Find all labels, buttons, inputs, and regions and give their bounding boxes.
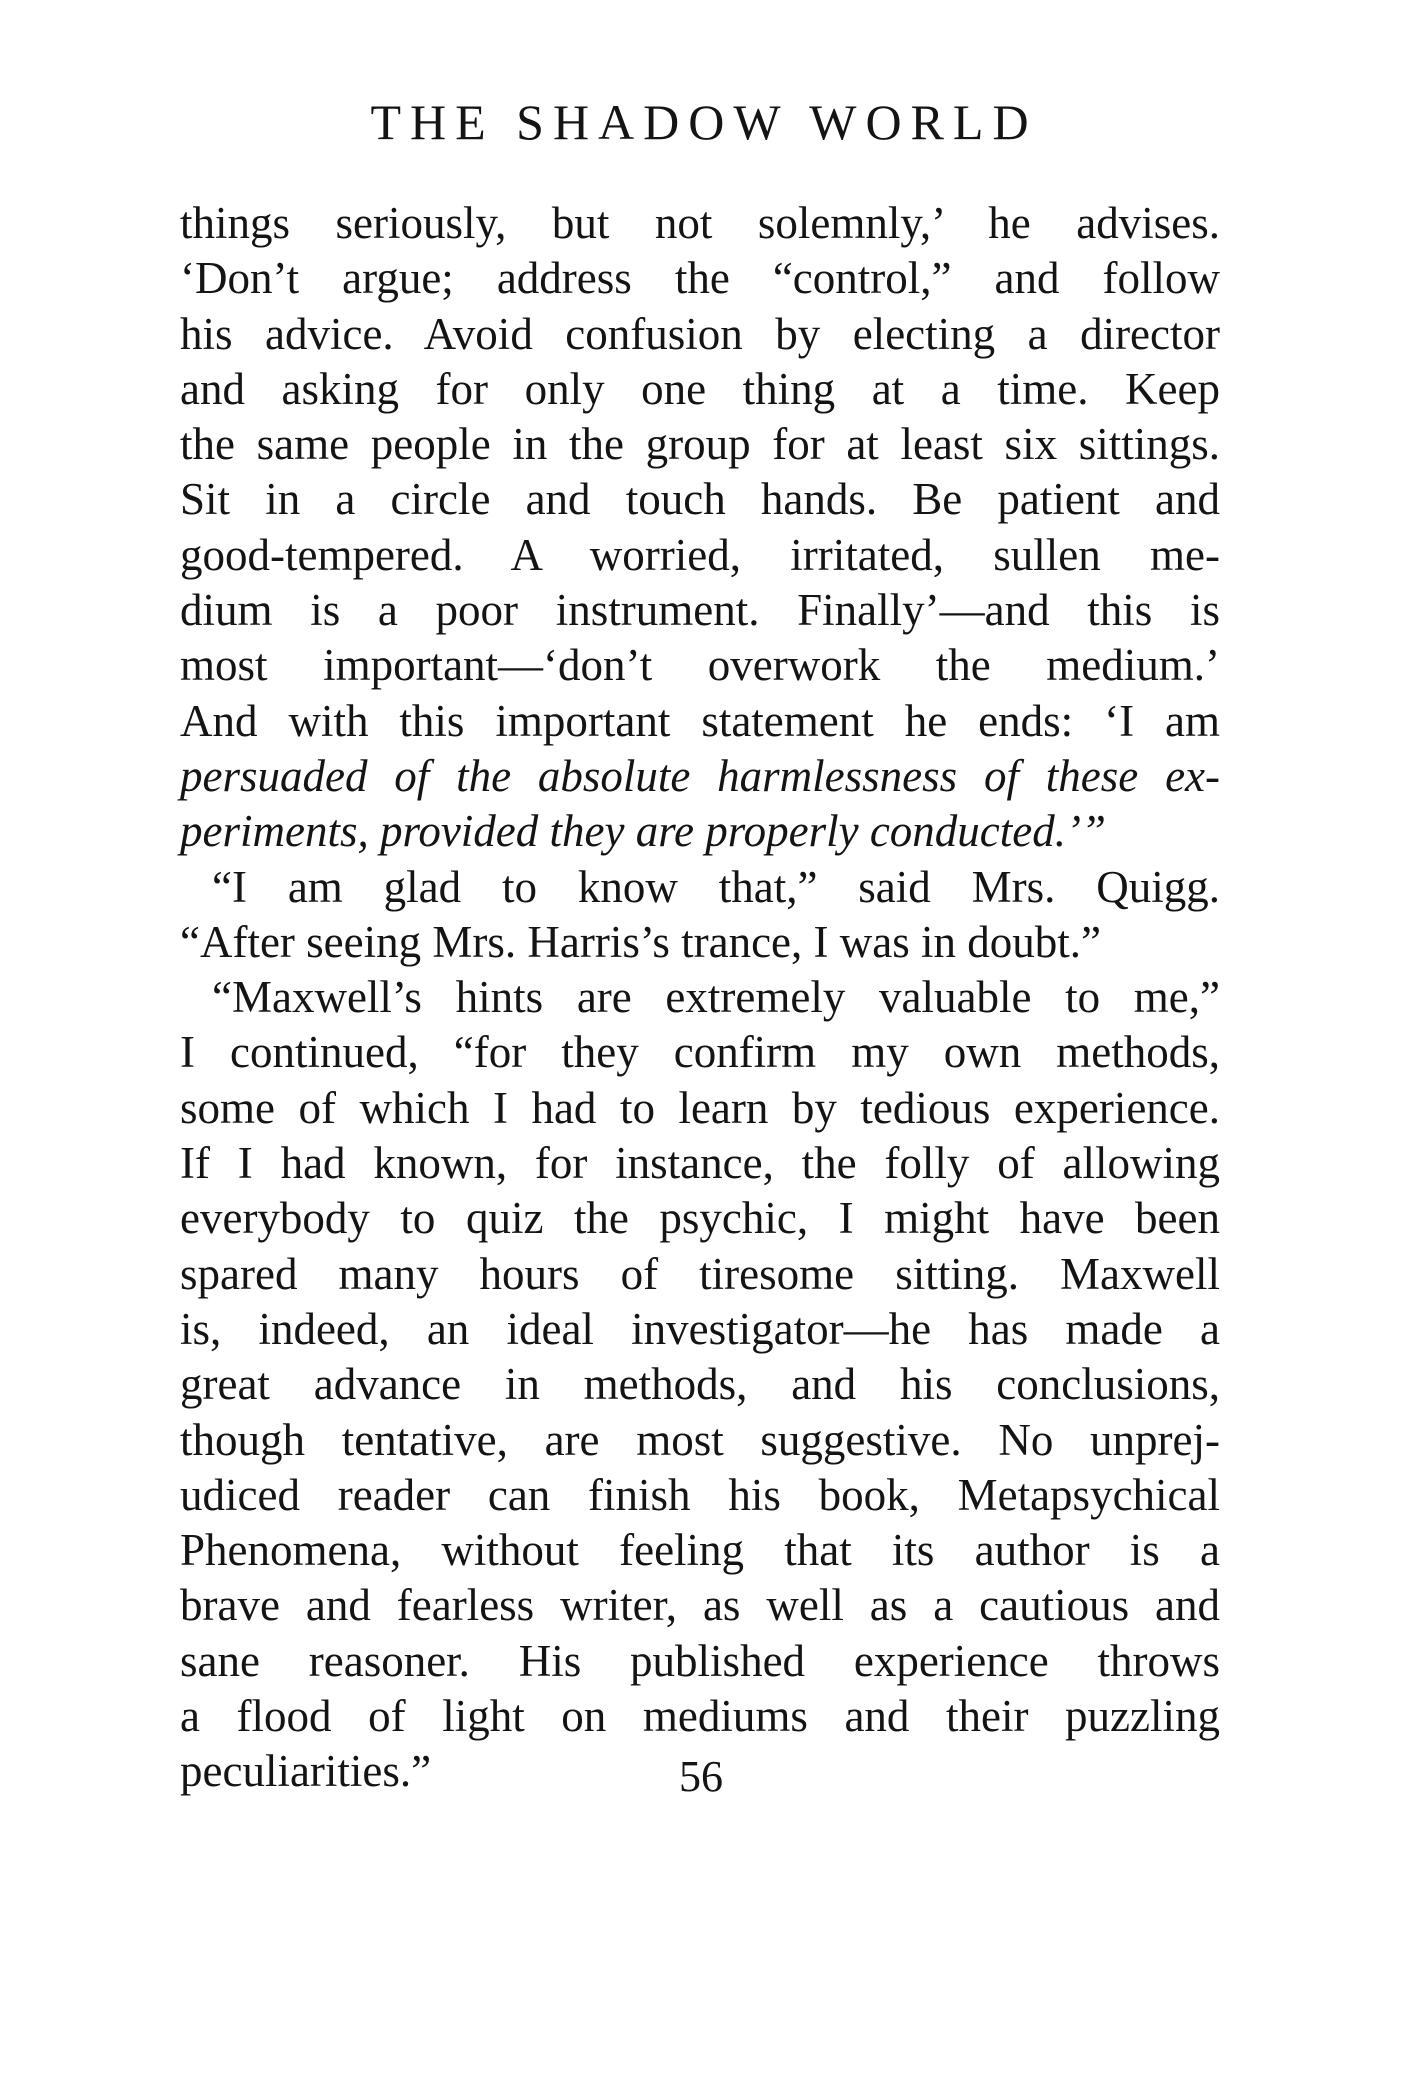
text-line: the same people in the group for at least six sittings.: [180, 419, 1220, 470]
running-head: THE SHADOW WORLD: [370, 94, 1038, 150]
text-line: “After seeing Mrs. Harris’s trance, I was in doubt.”: [180, 916, 1101, 967]
text-line: dium is a poor instrument. Finally’—and this is: [180, 585, 1220, 636]
text-line: Phenomena, without feeling that its author is a: [180, 1525, 1220, 1576]
text-line: and asking for only one thing at a time. Keep: [180, 363, 1220, 414]
text-line: spared many hours of tiresome sitting. Maxwell: [180, 1248, 1220, 1299]
text-line: his advice. Avoid confusion by electing a director: [180, 308, 1220, 359]
page-number: 56: [679, 1752, 723, 1801]
text-line: great advance in methods, and his conclusions,: [180, 1359, 1220, 1410]
text-line: If I had known, for instance, the folly of allowing: [180, 1138, 1220, 1189]
text-line-italic: persuaded of the absolute harmlessness of these ex-: [180, 750, 1220, 801]
text-line: brave and fearless writer, as well as a cautious and: [180, 1580, 1220, 1631]
text-line-italic: periments, provided they are properly conducted.’”: [180, 806, 1107, 857]
text-line: everybody to quiz the psychic, I might have been: [180, 1193, 1220, 1244]
text-line: though tentative, are most suggestive. No unprej-: [180, 1414, 1220, 1465]
text-line: “Maxwell’s hints are extremely valuable to me,”: [212, 972, 1220, 1023]
text-line: Sit in a circle and touch hands. Be patient and: [180, 474, 1220, 525]
body-text: [180, 196, 1220, 1800]
text-line: peculiarities.”: [180, 1746, 432, 1797]
text-line: And with this important statement he ends: ‘I am: [180, 695, 1220, 746]
text-line: sane reasoner. His published experience throws: [180, 1635, 1220, 1686]
text-line: “I am glad to know that,” said Mrs. Quigg.: [212, 861, 1220, 912]
text-line: is, indeed, an ideal investigator—he has made a: [180, 1303, 1220, 1354]
text-line: I continued, “for they confirm my own methods,: [180, 1027, 1220, 1078]
text-line: some of which I had to learn by tedious experience.: [180, 1082, 1220, 1133]
text-line: things seriously, but not solemnly,’ he advises.: [180, 198, 1220, 248]
text-line: udiced reader can finish his book, Metapsychical: [180, 1469, 1220, 1520]
text-line: a flood of light on mediums and their puzzling: [180, 1691, 1220, 1742]
text-line: ‘Don’t argue; address the “control,” and follow: [180, 253, 1220, 304]
text-line: good-tempered. A worried, irritated, sullen me-: [180, 529, 1220, 580]
text-line: most important—‘don’t overwork the medium.’: [180, 640, 1220, 691]
